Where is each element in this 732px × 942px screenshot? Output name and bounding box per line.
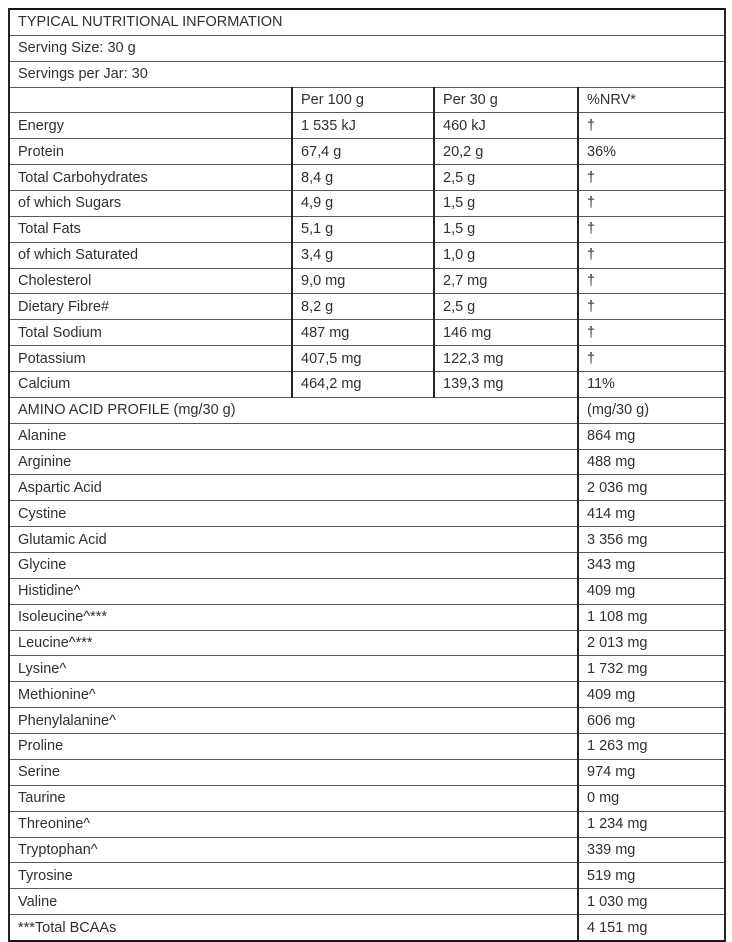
nutrient-per-30g: 1,5 g bbox=[434, 191, 578, 217]
table-title-row bbox=[9, 9, 725, 35]
nutrient-row bbox=[9, 242, 725, 268]
amino-acid-value: 409 mg bbox=[578, 682, 725, 708]
nutrient-per-100g: 1 535 kJ bbox=[292, 113, 434, 139]
amino-acid-row bbox=[9, 604, 725, 630]
amino-acid-label: Isoleucine^*** bbox=[9, 604, 578, 630]
amino-acid-row bbox=[9, 501, 725, 527]
column-header-blank bbox=[9, 87, 292, 113]
amino-acid-value: 864 mg bbox=[578, 423, 725, 449]
nutrient-per-30g: 122,3 mg bbox=[434, 346, 578, 372]
amino-acid-row bbox=[9, 475, 725, 501]
nutrition-table bbox=[8, 8, 726, 942]
amino-acid-value: 1 030 mg bbox=[578, 889, 725, 915]
amino-acid-value: 1 108 mg bbox=[578, 604, 725, 630]
nutrient-row bbox=[9, 191, 725, 217]
nutrient-per-30g: 2,7 mg bbox=[434, 268, 578, 294]
amino-acid-row bbox=[9, 682, 725, 708]
nutrient-nrv: † bbox=[578, 242, 725, 268]
amino-acid-row bbox=[9, 553, 725, 579]
nutrient-row bbox=[9, 165, 725, 191]
amino-acid-label: Cystine bbox=[9, 501, 578, 527]
amino-acid-unit-header: (mg/30 g) bbox=[578, 397, 725, 423]
amino-acid-value: 343 mg bbox=[578, 553, 725, 579]
amino-acid-row bbox=[9, 785, 725, 811]
amino-acid-value: 606 mg bbox=[578, 708, 725, 734]
nutrient-per-100g: 8,4 g bbox=[292, 165, 434, 191]
nutrient-label: of which Saturated bbox=[9, 242, 292, 268]
nutrient-per-30g: 20,2 g bbox=[434, 139, 578, 165]
nutrient-label: Potassium bbox=[9, 346, 292, 372]
amino-acid-label: Histidine^ bbox=[9, 578, 578, 604]
amino-acid-label: Threonine^ bbox=[9, 811, 578, 837]
amino-acid-label: Proline bbox=[9, 734, 578, 760]
amino-acid-row bbox=[9, 656, 725, 682]
nutrient-label: Total Fats bbox=[9, 216, 292, 242]
amino-acid-label: Taurine bbox=[9, 785, 578, 811]
amino-acid-value: 339 mg bbox=[578, 837, 725, 863]
amino-acid-value: 974 mg bbox=[578, 759, 725, 785]
nutrient-row bbox=[9, 139, 725, 165]
nutrient-row bbox=[9, 216, 725, 242]
nutrient-label: of which Sugars bbox=[9, 191, 292, 217]
amino-acid-row bbox=[9, 578, 725, 604]
amino-acid-label: Glutamic Acid bbox=[9, 527, 578, 553]
amino-acid-value: 2 013 mg bbox=[578, 630, 725, 656]
nutrient-label: Calcium bbox=[9, 372, 292, 398]
amino-acid-label: Tryptophan^ bbox=[9, 837, 578, 863]
amino-acid-value: 1 732 mg bbox=[578, 656, 725, 682]
nutrient-label: Cholesterol bbox=[9, 268, 292, 294]
amino-acid-label: Serine bbox=[9, 759, 578, 785]
amino-acid-row bbox=[9, 630, 725, 656]
serving-size-row bbox=[9, 35, 725, 61]
nutrient-nrv: † bbox=[578, 268, 725, 294]
amino-acid-label: Methionine^ bbox=[9, 682, 578, 708]
servings-per-jar-text: Servings per Jar: 30 bbox=[9, 61, 725, 87]
amino-acid-row bbox=[9, 449, 725, 475]
nutrient-per-30g: 2,5 g bbox=[434, 294, 578, 320]
nutrient-per-30g: 1,0 g bbox=[434, 242, 578, 268]
amino-acid-section-title: AMINO ACID PROFILE (mg/30 g) bbox=[9, 397, 578, 423]
nutrient-per-30g: 139,3 mg bbox=[434, 372, 578, 398]
nutrient-per-100g: 5,1 g bbox=[292, 216, 434, 242]
amino-acid-label: ***Total BCAAs bbox=[9, 915, 578, 941]
amino-acid-label: Valine bbox=[9, 889, 578, 915]
nutrient-nrv: 11% bbox=[578, 372, 725, 398]
nutrient-per-30g: 2,5 g bbox=[434, 165, 578, 191]
nutrient-per-100g: 67,4 g bbox=[292, 139, 434, 165]
nutrient-per-30g: 460 kJ bbox=[434, 113, 578, 139]
amino-acid-header-section bbox=[9, 397, 725, 423]
nutrient-nrv: † bbox=[578, 165, 725, 191]
nutrient-per-100g: 3,4 g bbox=[292, 242, 434, 268]
nutrient-row bbox=[9, 294, 725, 320]
amino-acid-value: 3 356 mg bbox=[578, 527, 725, 553]
nutrient-per-30g: 146 mg bbox=[434, 320, 578, 346]
amino-acid-value: 2 036 mg bbox=[578, 475, 725, 501]
amino-acid-row bbox=[9, 759, 725, 785]
nutrients-section bbox=[9, 113, 725, 397]
nutrient-nrv: † bbox=[578, 216, 725, 242]
amino-acid-value: 488 mg bbox=[578, 449, 725, 475]
nutrient-nrv: † bbox=[578, 346, 725, 372]
nutrient-label: Energy bbox=[9, 113, 292, 139]
amino-acid-row bbox=[9, 423, 725, 449]
nutrient-label: Total Sodium bbox=[9, 320, 292, 346]
nutrient-row bbox=[9, 372, 725, 398]
nutrient-per-100g: 487 mg bbox=[292, 320, 434, 346]
amino-acid-label: Alanine bbox=[9, 423, 578, 449]
column-header-per-30g: Per 30 g bbox=[434, 87, 578, 113]
nutrient-label: Dietary Fibre# bbox=[9, 294, 292, 320]
nutrient-row bbox=[9, 113, 725, 139]
amino-acid-row bbox=[9, 811, 725, 837]
nutrient-row bbox=[9, 268, 725, 294]
amino-acid-row bbox=[9, 708, 725, 734]
nutrient-label: Total Carbohydrates bbox=[9, 165, 292, 191]
amino-acid-value: 1 263 mg bbox=[578, 734, 725, 760]
amino-acid-row bbox=[9, 863, 725, 889]
nutrient-nrv: † bbox=[578, 294, 725, 320]
table-head-section bbox=[9, 9, 725, 113]
amino-acid-row bbox=[9, 915, 725, 941]
amino-acid-row bbox=[9, 837, 725, 863]
nutrient-row bbox=[9, 320, 725, 346]
amino-acid-label: Tyrosine bbox=[9, 863, 578, 889]
amino-acid-header-row bbox=[9, 397, 725, 423]
column-header-per-100g: Per 100 g bbox=[292, 87, 434, 113]
amino-acid-value: 414 mg bbox=[578, 501, 725, 527]
amino-acid-value: 1 234 mg bbox=[578, 811, 725, 837]
amino-acid-row bbox=[9, 734, 725, 760]
nutrient-per-100g: 8,2 g bbox=[292, 294, 434, 320]
amino-acid-row bbox=[9, 527, 725, 553]
nutrient-nrv: † bbox=[578, 113, 725, 139]
nutrient-per-100g: 4,9 g bbox=[292, 191, 434, 217]
nutrient-nrv: 36% bbox=[578, 139, 725, 165]
amino-acid-value: 409 mg bbox=[578, 578, 725, 604]
amino-acid-label: Glycine bbox=[9, 553, 578, 579]
amino-acid-value: 519 mg bbox=[578, 863, 725, 889]
nutrient-per-100g: 407,5 mg bbox=[292, 346, 434, 372]
servings-per-jar-row bbox=[9, 61, 725, 87]
table-title: TYPICAL NUTRITIONAL INFORMATION bbox=[9, 9, 725, 35]
amino-acid-value: 4 151 mg bbox=[578, 915, 725, 941]
nutrient-row bbox=[9, 346, 725, 372]
amino-acid-value: 0 mg bbox=[578, 785, 725, 811]
amino-acid-row bbox=[9, 889, 725, 915]
nutrient-per-100g: 9,0 mg bbox=[292, 268, 434, 294]
amino-acid-label: Leucine^*** bbox=[9, 630, 578, 656]
column-header-nrv: %NRV* bbox=[578, 87, 725, 113]
amino-acid-label: Lysine^ bbox=[9, 656, 578, 682]
nutrient-nrv: † bbox=[578, 320, 725, 346]
nutrient-nrv: † bbox=[578, 191, 725, 217]
amino-acid-label: Arginine bbox=[9, 449, 578, 475]
nutrient-label: Protein bbox=[9, 139, 292, 165]
nutrient-per-30g: 1,5 g bbox=[434, 216, 578, 242]
amino-acid-section bbox=[9, 423, 725, 941]
amino-acid-label: Phenylalanine^ bbox=[9, 708, 578, 734]
nutrient-per-100g: 464,2 mg bbox=[292, 372, 434, 398]
amino-acid-label: Aspartic Acid bbox=[9, 475, 578, 501]
column-header-row bbox=[9, 87, 725, 113]
serving-size-text: Serving Size: 30 g bbox=[9, 35, 725, 61]
